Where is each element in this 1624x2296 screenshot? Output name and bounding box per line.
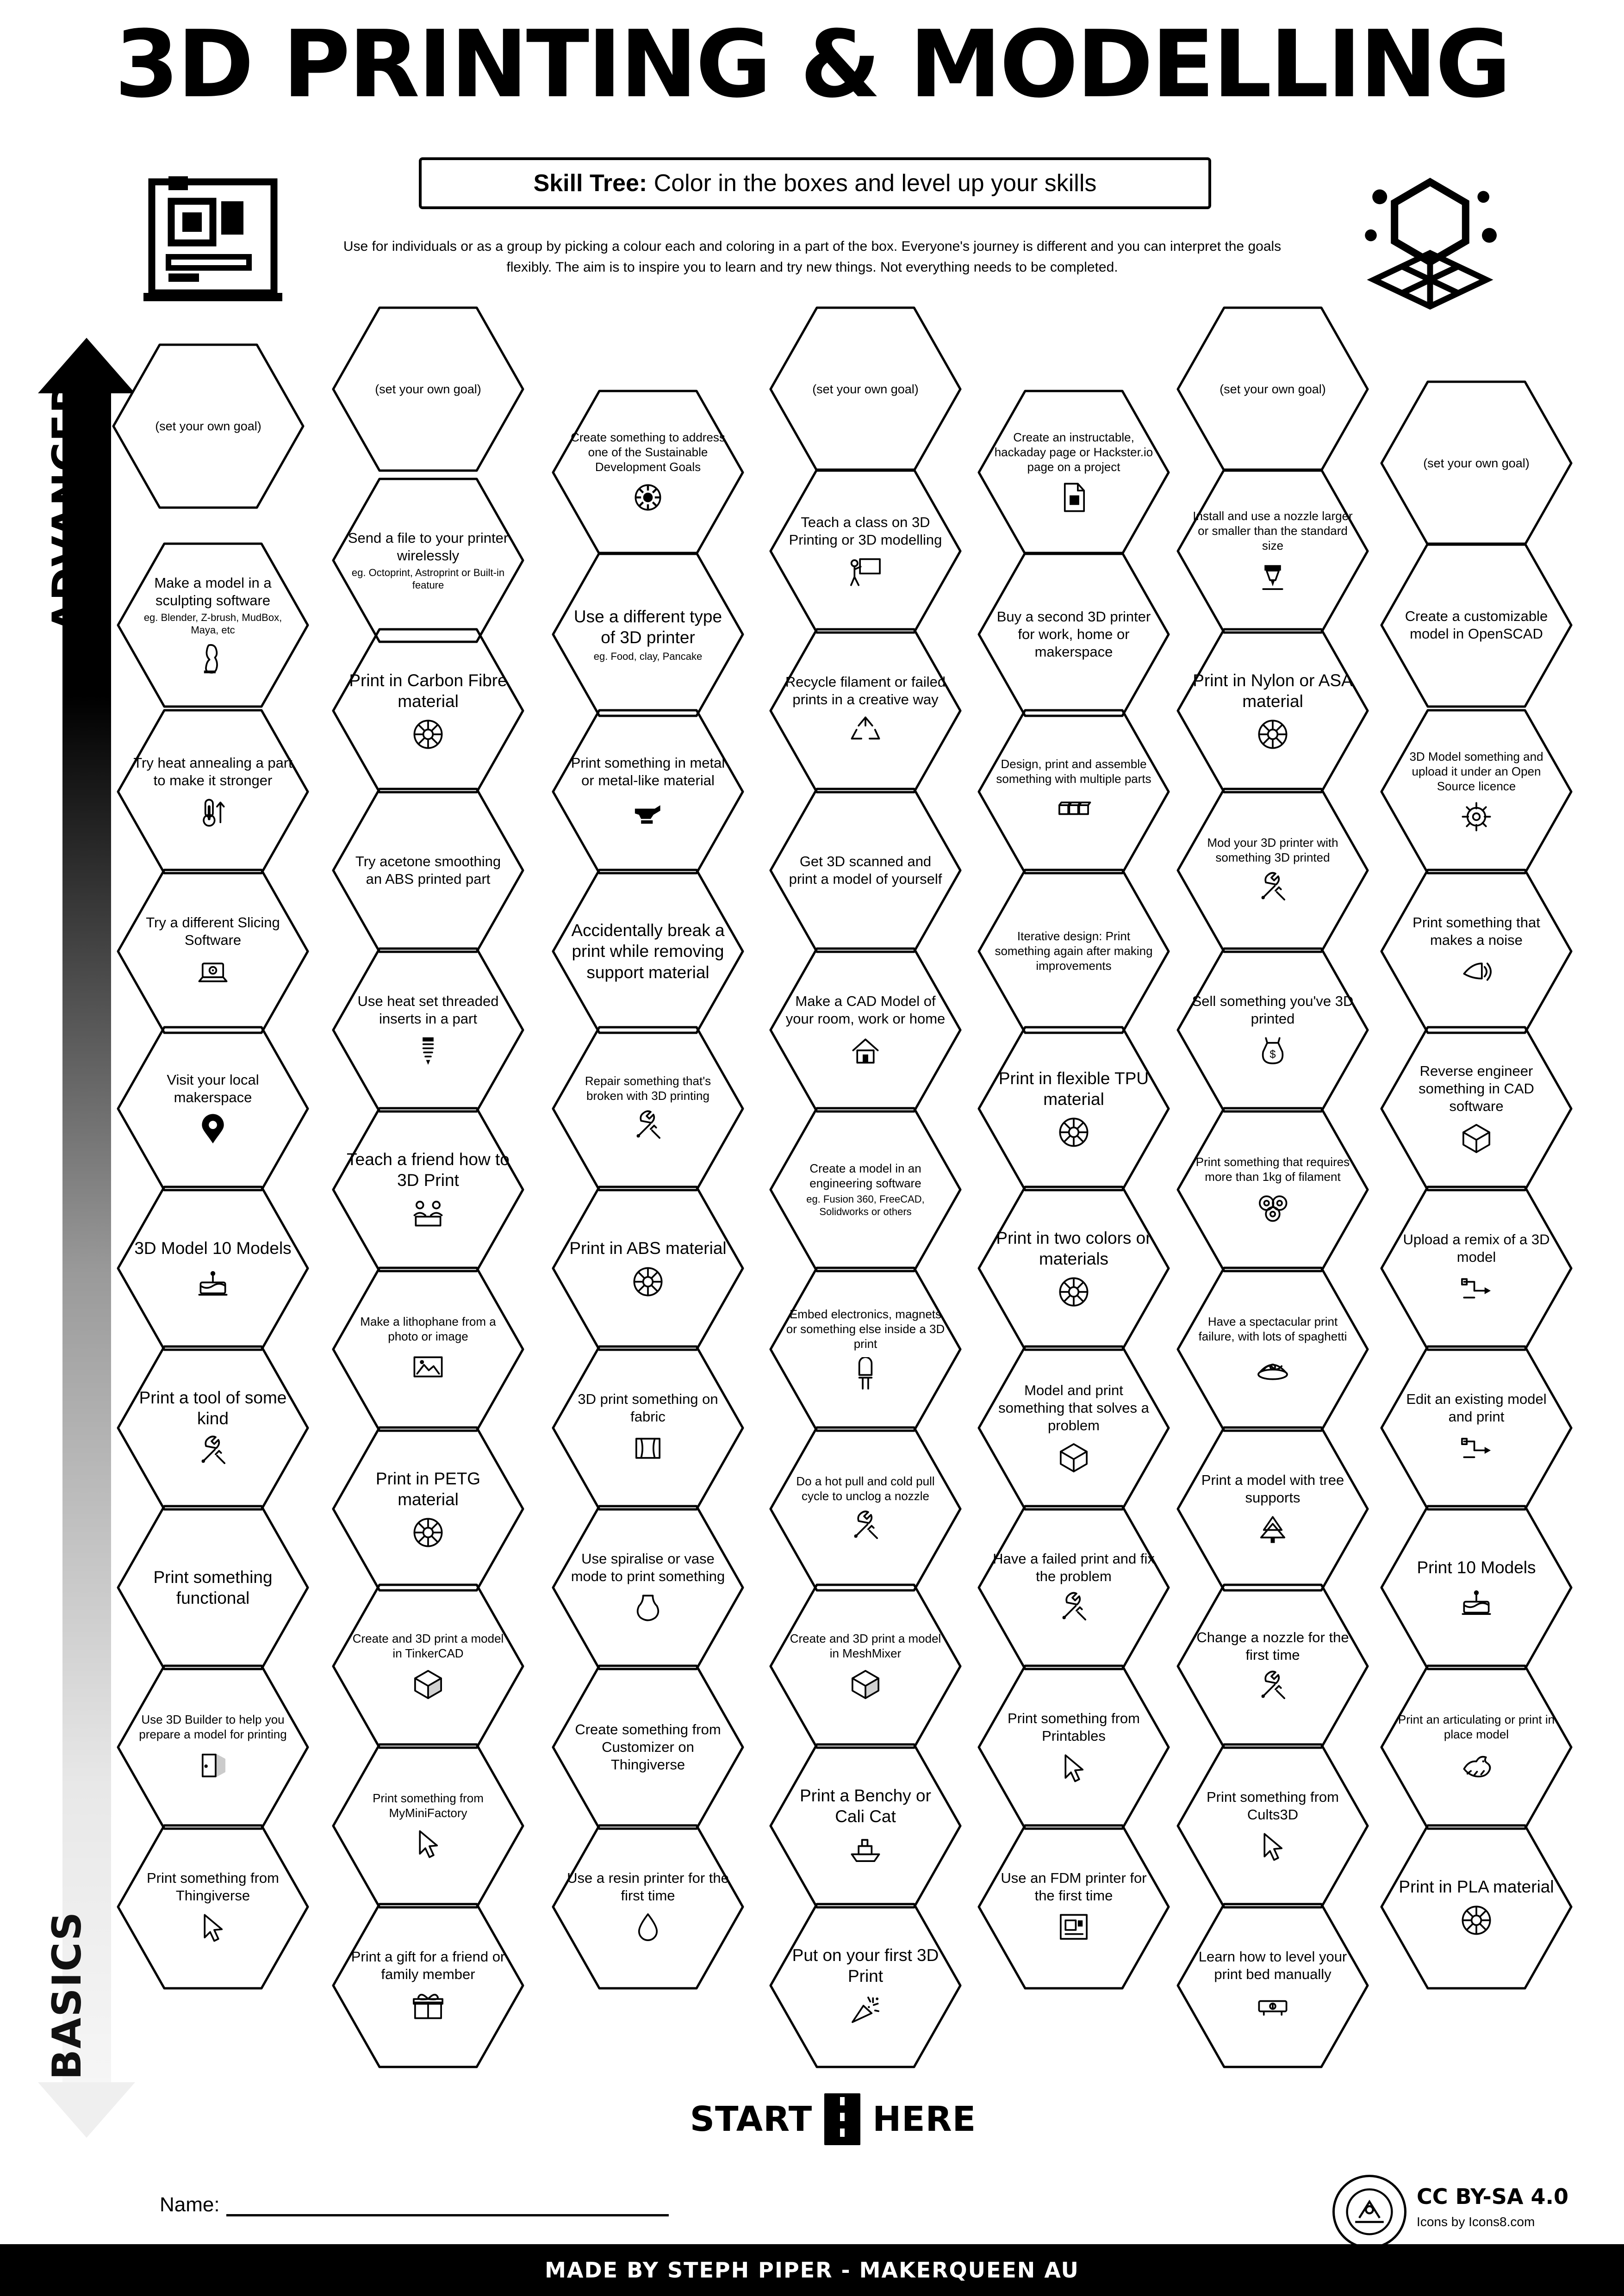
bed-level-icon xyxy=(1255,1989,1291,2023)
skill-hex[interactable] xyxy=(331,1582,525,1750)
builder-icon xyxy=(195,1748,231,1782)
skill-hex-icon xyxy=(630,1910,666,1944)
skill-hex[interactable] xyxy=(1176,467,1370,635)
skill-hex[interactable] xyxy=(1379,541,1574,709)
skill-hex[interactable] xyxy=(116,1025,310,1192)
intro-blurb: Use for individuals or as a group by picking a colour each and coloring in a part of the box. Everyone's journey is different and you can interpret the goals flexibly. The aim is to inspire you to learn and try new things. Not everything needs to be completed. xyxy=(343,239,1282,275)
skill-hex[interactable] xyxy=(551,1025,745,1192)
skill-hex[interactable] xyxy=(768,787,963,954)
skill-hex[interactable] xyxy=(1379,1025,1574,1192)
skill-hex-label: Create an instructable, hackaday page or Hackster.io page on a project xyxy=(994,430,1153,474)
here-word: HERE xyxy=(872,2099,977,2139)
skill-hex[interactable] xyxy=(111,342,305,510)
skill-hex[interactable] xyxy=(551,1504,745,1671)
skill-hex-label: Edit an existing model and print xyxy=(1406,1391,1547,1425)
skill-hex[interactable] xyxy=(768,1582,963,1750)
skill-hex-label: Visit your local makerspace xyxy=(167,1072,259,1105)
skill-hex[interactable] xyxy=(768,467,963,635)
name-label: Name: xyxy=(160,2193,220,2216)
skill-hex-label: Print something from Thingiverse xyxy=(147,1870,279,1904)
skill-hex-label: 3D print something on fabric xyxy=(578,1391,718,1425)
skill-hex-subtext: eg. Fusion 360, FreeCAD, Solidworks or others xyxy=(806,1193,925,1217)
skill-hex[interactable] xyxy=(551,1185,745,1352)
skill-hex-label: Have a failed print and fix the problem xyxy=(993,1551,1155,1584)
skill-hex-label: (set your own goal) xyxy=(375,382,481,396)
skill-hex-icon xyxy=(847,714,884,748)
skill-hex-label: (set your own goal) xyxy=(1423,456,1530,470)
skill-hex-icon xyxy=(410,1515,446,1550)
skill-hex[interactable] xyxy=(1176,1902,1370,2069)
skill-hex-icon xyxy=(1255,1512,1291,1546)
skill-hex[interactable] xyxy=(768,627,963,794)
skill-hex[interactable] xyxy=(768,1902,963,2069)
skill-hex-icon xyxy=(1255,1033,1291,1067)
house-icon xyxy=(847,1033,884,1067)
boat-icon xyxy=(847,1832,884,1867)
skill-hex[interactable] xyxy=(1176,1582,1370,1750)
cc-badge-icon xyxy=(1332,2175,1406,2249)
skill-hex-icon xyxy=(195,1434,231,1469)
skill-hex-label: Sell something you've 3D printed xyxy=(1192,993,1354,1027)
skill-hex-label: Print something functional xyxy=(153,1567,273,1607)
skill-hex-icon xyxy=(1458,1272,1494,1306)
skill-hex-icon xyxy=(847,1832,884,1867)
skill-hex-label: Create and 3D print a model in TinkerCAD xyxy=(352,1632,504,1660)
horn-icon xyxy=(1458,955,1494,989)
skill-hex-label: Create something from Customizer on Thingiverse xyxy=(575,1721,721,1773)
picture-icon xyxy=(410,1350,446,1384)
party-icon xyxy=(847,1992,884,2026)
skill-hex-icon xyxy=(410,1826,446,1861)
skill-hex[interactable] xyxy=(1379,1504,1574,1671)
skill-hex-icon xyxy=(630,1591,666,1625)
skill-hex-icon xyxy=(630,480,666,515)
skill-hex-label: Have a spectacular print failure, with lots of spaghetti xyxy=(1198,1315,1347,1343)
led-icon xyxy=(847,1357,884,1391)
filament-spool-icon xyxy=(1056,1275,1092,1309)
skill-hex-label: Repair something that's broken with 3D printing xyxy=(585,1074,711,1103)
skill-hex[interactable] xyxy=(977,1823,1171,1991)
name-field[interactable] xyxy=(160,2193,669,2216)
skill-hex[interactable] xyxy=(116,708,310,875)
skill-hex-icon xyxy=(195,795,231,829)
skill-hex-label: Reverse engineer something in CAD software xyxy=(1419,1063,1534,1114)
skill-hex-label: Learn how to level your print bed manually xyxy=(1198,1948,1347,1982)
skill-hex-icon xyxy=(847,1509,884,1544)
fabric-icon xyxy=(630,1431,666,1465)
filament-spool-icon xyxy=(410,1515,446,1550)
nozzle-icon xyxy=(1255,559,1291,593)
skill-hex-icon xyxy=(1056,1440,1092,1474)
skill-hex[interactable] xyxy=(116,1823,310,1991)
skill-hex[interactable] xyxy=(1176,787,1370,954)
skill-hex[interactable] xyxy=(977,1185,1171,1352)
skill-hex-label: Print in PETG material xyxy=(375,1469,481,1509)
skill-hex[interactable] xyxy=(551,708,745,875)
skill-hex-icon xyxy=(410,1350,446,1384)
skill-hex-label: Use heat set threaded inserts in a part xyxy=(357,993,499,1027)
skill-hex-icon xyxy=(630,1109,666,1143)
skill-hex[interactable] xyxy=(551,1344,745,1512)
skill-hex-label: Make a model in a sculpting software xyxy=(154,574,272,608)
skill-hex-label: Teach a friend how to 3D Print xyxy=(347,1149,510,1190)
skill-hex-label: Try acetone smoothing an ABS printed part xyxy=(355,853,501,887)
skill-hex[interactable] xyxy=(768,1742,963,1910)
skill-hex-icon xyxy=(410,717,446,751)
skill-hex-label: Accidentally break a print while removing support material xyxy=(571,921,725,982)
skill-hex[interactable] xyxy=(768,1425,963,1593)
dragon-icon xyxy=(1458,1748,1494,1782)
skill-hex-icon xyxy=(195,642,231,676)
skill-hex-label: Buy a second 3D printer for work, home or makerspace xyxy=(996,608,1151,660)
skill-hex-label: Print a tool of some kind xyxy=(139,1388,287,1428)
skill-hex-label: Recycle filament or failed prints in a creative way xyxy=(785,674,946,707)
skill-hex-label: Print in flexible TPU material xyxy=(998,1068,1149,1109)
skill-hex-label: Print in ABS material xyxy=(569,1239,727,1258)
axis-label-basics: BASICS xyxy=(44,1911,90,2080)
cube-outline-icon xyxy=(1458,1121,1494,1155)
skill-hex-label: Print something in metal or metal-like material xyxy=(571,755,725,788)
skill-hex[interactable] xyxy=(977,868,1171,1035)
map-pin-icon xyxy=(195,1112,231,1146)
cursor-icon xyxy=(410,1826,446,1861)
tools-icon xyxy=(1255,1669,1291,1704)
skill-hex[interactable] xyxy=(116,1344,310,1512)
skill-hex-label: Upload a remix of a 3D model xyxy=(1403,1231,1550,1265)
skill-hex[interactable] xyxy=(116,1185,310,1352)
presenter-icon xyxy=(847,554,884,589)
skill-hex[interactable] xyxy=(551,1663,745,1831)
skill-hex-subtext: eg. Blender, Z-brush, MudBox, Maya, etc xyxy=(143,612,282,636)
skill-hex-icon xyxy=(410,1667,446,1701)
skill-hex-label: Use a resin printer for the first time xyxy=(567,1870,729,1904)
skill-hex-label: Model and print something that solves a problem xyxy=(998,1382,1149,1433)
skill-hex-label: Print in PLA material xyxy=(1399,1877,1554,1897)
skill-hex[interactable] xyxy=(768,305,963,473)
skill-hex-label: Try a different Slicing Software xyxy=(146,914,280,948)
skill-hex-icon xyxy=(1255,717,1291,751)
skill-hex-label: Print something from Printables xyxy=(1008,1710,1140,1744)
recycle-icon xyxy=(847,714,884,748)
thermometer-icon xyxy=(195,795,231,829)
skill-hex-icon xyxy=(1255,1190,1291,1224)
skill-hex-icon xyxy=(1056,480,1092,515)
skill-hex-icon xyxy=(1056,1115,1092,1149)
tools-icon xyxy=(847,1509,884,1544)
skill-hex-label: Create a model in an engineering software xyxy=(809,1161,921,1190)
skill-hex-label: Iterative design: Print something again after making improvements xyxy=(995,929,1153,973)
teaching-icon xyxy=(410,1196,446,1230)
footer-text: MADE BY STEPH PIPER - MAKERQUEEN AU xyxy=(545,2258,1079,2283)
remix-icon xyxy=(1458,1431,1494,1465)
skill-hex-label: Print something from MyMiniFactory xyxy=(373,1791,484,1820)
skill-hex-label: Create and 3D print a model in MeshMixer xyxy=(790,1632,941,1660)
skill-hex[interactable] xyxy=(551,389,745,556)
skill-hex-label: Create something to address one of the Sustainable Development Goals xyxy=(571,430,725,474)
spools-icon xyxy=(1255,1190,1291,1224)
skill-hex-label: Do a hot pull and cold pull cycle to unclog a nozzle xyxy=(796,1474,935,1503)
skill-hex[interactable] xyxy=(1176,1266,1370,1433)
skill-hex-icon xyxy=(1255,1669,1291,1704)
cursor-icon xyxy=(1056,1750,1092,1785)
skill-hex-label: (set your own goal) xyxy=(812,382,919,396)
skill-hex-label: Try heat annealing a part to make it stronger xyxy=(133,755,292,788)
multi-parts-icon xyxy=(1056,792,1092,826)
skill-hex-label: Put on your first 3D Print xyxy=(792,1945,939,1986)
skill-hex[interactable] xyxy=(768,946,963,1114)
skill-hex-icon xyxy=(1458,1584,1494,1618)
skill-hex[interactable] xyxy=(1379,868,1574,1035)
tools-icon xyxy=(1056,1591,1092,1625)
skill-hex[interactable] xyxy=(1379,379,1574,547)
vase-icon xyxy=(630,1591,666,1625)
skill-hex[interactable] xyxy=(331,477,525,644)
skill-hex-label: Print something that requires more than 1kg of filament xyxy=(1195,1155,1350,1184)
start-word: START xyxy=(690,2099,813,2139)
spaghetti-icon xyxy=(1255,1350,1291,1384)
footer-bar xyxy=(0,2244,1624,2296)
page-title: 3D PRINTING & MODELLING xyxy=(114,11,1510,118)
skill-hex-label: Use an FDM printer for the first time xyxy=(1001,1870,1147,1904)
skill-hex[interactable] xyxy=(1176,305,1370,473)
skill-hex-icon xyxy=(1458,1431,1494,1465)
resin-drop-icon xyxy=(630,1910,666,1944)
skill-hex-icon xyxy=(630,1265,666,1299)
remix-icon xyxy=(1458,1272,1494,1306)
skill-hex-label: Embed electronics, magnets or something else inside a 3D print xyxy=(786,1307,945,1351)
skill-hex-label: Send a file to your printer wirelessly xyxy=(348,529,509,564)
start-here-marker xyxy=(662,2091,1004,2147)
skill-hex-label: Print in Nylon or ASA material xyxy=(1193,670,1353,711)
skill-hex[interactable] xyxy=(977,1344,1171,1512)
skill-hex-icon xyxy=(1458,955,1494,989)
skill-hex-icon xyxy=(630,795,666,829)
skill-hex[interactable] xyxy=(1379,1823,1574,1991)
skill-hex[interactable] xyxy=(1176,627,1370,794)
skill-hex[interactable] xyxy=(551,1823,745,1991)
skill-hex-label: 3D Model something and upload it under an Open Source licence xyxy=(1409,750,1543,793)
skill-hex[interactable] xyxy=(1176,1425,1370,1593)
printer-small-icon xyxy=(1056,1910,1092,1944)
skill-hex[interactable] xyxy=(331,1266,525,1433)
skill-hex-icon xyxy=(195,1112,231,1146)
skill-hex-icon xyxy=(1255,1989,1291,2023)
skill-hex-label: (set your own goal) xyxy=(155,419,261,433)
tools-icon xyxy=(630,1109,666,1143)
skill-hex-icon xyxy=(1458,1121,1494,1155)
cake-icon xyxy=(1458,1584,1494,1618)
skill-hex[interactable] xyxy=(768,1106,963,1273)
skill-hex[interactable] xyxy=(116,541,310,709)
skill-hex[interactable] xyxy=(331,627,525,794)
tree-icon xyxy=(1255,1512,1291,1546)
skill-hex-label: Print something from Cults3D xyxy=(1207,1789,1339,1823)
skill-hex-label: Print in Carbon Fibre material xyxy=(349,670,507,711)
skill-hex-icon xyxy=(1056,1591,1092,1625)
skill-hex-icon xyxy=(195,1748,231,1782)
skill-hex[interactable] xyxy=(977,551,1171,718)
skill-hex[interactable] xyxy=(331,787,525,954)
skill-hex-icon xyxy=(1255,1829,1291,1863)
screw-insert-icon xyxy=(410,1033,446,1067)
skill-hex-label: Use a different type of 3D printer xyxy=(573,607,722,647)
skill-hex-icon xyxy=(195,1910,231,1944)
skill-hex[interactable] xyxy=(551,868,745,1035)
filament-spool-icon xyxy=(1056,1115,1092,1149)
filament-spool-icon xyxy=(1255,717,1291,751)
skill-hex[interactable] xyxy=(1379,1185,1574,1352)
skill-hex-label: (set your own goal) xyxy=(1220,382,1326,396)
skill-hex[interactable] xyxy=(977,708,1171,875)
skill-hex-icon xyxy=(1458,1748,1494,1782)
svg-text:$: $ xyxy=(1269,1049,1276,1061)
sdg-wheel-icon xyxy=(630,480,666,515)
skill-hex-label: Print a model with tree supports xyxy=(1201,1472,1344,1506)
skill-hex[interactable] xyxy=(977,1504,1171,1671)
sculpture-icon xyxy=(195,642,231,676)
skill-hex-icon xyxy=(1056,1275,1092,1309)
skill-hex[interactable] xyxy=(331,1742,525,1910)
skill-hex-icon xyxy=(847,1992,884,2026)
skill-hex-label: Create a customizable model in OpenSCAD xyxy=(1405,608,1548,642)
skill-hex-label: Print a gift for a friend or family member xyxy=(351,1948,505,1982)
skill-hex[interactable] xyxy=(116,1663,310,1831)
skill-hex[interactable] xyxy=(1379,1344,1574,1512)
skill-hex[interactable] xyxy=(768,1266,963,1433)
skill-hex-label: 3D Model 10 Models xyxy=(134,1239,292,1258)
skill-hex-label: Use 3D Builder to help you prepare a model for printing xyxy=(139,1713,287,1741)
skill-hex[interactable] xyxy=(331,305,525,473)
skill-hex[interactable] xyxy=(977,389,1171,556)
document-icon xyxy=(1056,480,1092,515)
skill-hex-icon xyxy=(1458,800,1494,834)
skill-hex-icon xyxy=(1056,1750,1092,1785)
skill-hex-icon xyxy=(1255,559,1291,593)
tools-icon xyxy=(1255,871,1291,905)
skill-hex-icon xyxy=(410,1196,446,1230)
skill-hex-label: Design, print and assemble something with multiple parts xyxy=(996,757,1151,786)
skill-hex[interactable] xyxy=(1379,1663,1574,1831)
skill-hex[interactable] xyxy=(1176,1106,1370,1273)
skill-hex-label: Change a nozzle for the first time xyxy=(1196,1629,1349,1663)
tools-icon xyxy=(195,1434,231,1469)
filament-spool-icon xyxy=(630,1265,666,1299)
filament-spool-icon xyxy=(410,717,446,751)
axis-label-advanced: ADVANCED xyxy=(44,379,90,633)
cube-shade-icon xyxy=(410,1667,446,1701)
skill-hex-label: Print a Benchy or Cali Cat xyxy=(800,1786,931,1826)
skill-hex-icon xyxy=(847,1667,884,1701)
skill-hex-label: Make a CAD Model of your room, work or home xyxy=(785,993,946,1027)
skill-hex-icon xyxy=(1056,1910,1092,1944)
anvil-icon xyxy=(630,795,666,829)
gift-icon xyxy=(410,1989,446,2023)
money-bag-icon xyxy=(1255,1033,1291,1067)
skill-hex-icon xyxy=(410,1989,446,2023)
skill-hex-label: Use spiralise or vase mode to print something xyxy=(571,1551,725,1584)
skill-hex-label: Print in two colors or materials xyxy=(996,1228,1151,1268)
filament-spool-icon xyxy=(1458,1903,1494,1937)
skill-hex-icon xyxy=(195,1265,231,1299)
cursor-icon xyxy=(1255,1829,1291,1863)
skill-hex-icon xyxy=(410,1033,446,1067)
skill-hex[interactable] xyxy=(551,551,745,718)
cake-icon xyxy=(195,1265,231,1299)
skill-hex-icon xyxy=(1458,1903,1494,1937)
skill-hex-icon xyxy=(847,1033,884,1067)
name-input[interactable] xyxy=(226,2194,669,2216)
skill-hex[interactable] xyxy=(1379,708,1574,875)
skill-hex[interactable] xyxy=(116,1504,310,1671)
subtitle-text: Color in the boxes and level up your skills xyxy=(647,170,1097,197)
skill-hex-icon xyxy=(1255,1350,1291,1384)
skill-hex-label: Install and use a nozzle larger or smaller than the standard size xyxy=(1193,509,1353,552)
skill-hex-label: Print something that makes a noise xyxy=(1412,914,1540,948)
skill-hex[interactable] xyxy=(331,1425,525,1593)
skill-hex-label: Print 10 Models xyxy=(1417,1558,1536,1577)
skill-hex-subtext: eg. Octoprint, Astroprint or Built-in feature xyxy=(351,567,505,591)
subtitle-label: Skill Tree: xyxy=(533,170,647,197)
skill-hex-icon xyxy=(847,554,884,589)
license-label: CC BY-SA 4.0 xyxy=(1417,2184,1568,2209)
icons-credit: Icons by Icons8.com xyxy=(1417,2215,1535,2229)
skill-hex-label: Mod your 3D printer with something 3D printed xyxy=(1207,836,1338,864)
skill-hex-icon xyxy=(630,1431,666,1465)
skill-hex[interactable] xyxy=(1176,946,1370,1114)
skill-hex[interactable] xyxy=(331,1902,525,2069)
skill-hex-icon xyxy=(847,1357,884,1391)
skill-hex[interactable] xyxy=(331,946,525,1114)
skill-hex-icon xyxy=(1255,871,1291,905)
open-source-icon xyxy=(1458,800,1494,834)
skill-hex[interactable] xyxy=(977,1025,1171,1192)
skill-hex-label: Make a lithophane from a photo or image xyxy=(360,1315,496,1343)
skill-hex-icon xyxy=(195,955,231,989)
road-icon xyxy=(824,2093,860,2145)
laptop-gear-icon xyxy=(195,955,231,989)
skill-hex-subtext: eg. Food, clay, Pancake xyxy=(593,650,703,662)
cursor-icon xyxy=(195,1910,231,1944)
skill-hex[interactable] xyxy=(116,868,310,1035)
credits xyxy=(1417,2184,1568,2229)
cube-shade-icon xyxy=(847,1667,884,1701)
skill-hex-label: Get 3D scanned and print a model of yourself xyxy=(789,853,942,887)
skill-hex-label: Teach a class on 3D Printing or 3D modelling xyxy=(789,514,942,548)
skill-hex[interactable] xyxy=(977,1663,1171,1831)
skill-hex[interactable] xyxy=(331,1106,525,1273)
skill-hex-label: Print an articulating or print in place model xyxy=(1398,1713,1555,1741)
skill-hex-icon xyxy=(1056,792,1092,826)
skill-hex[interactable] xyxy=(1176,1742,1370,1910)
cube-outline-icon xyxy=(1056,1440,1092,1474)
